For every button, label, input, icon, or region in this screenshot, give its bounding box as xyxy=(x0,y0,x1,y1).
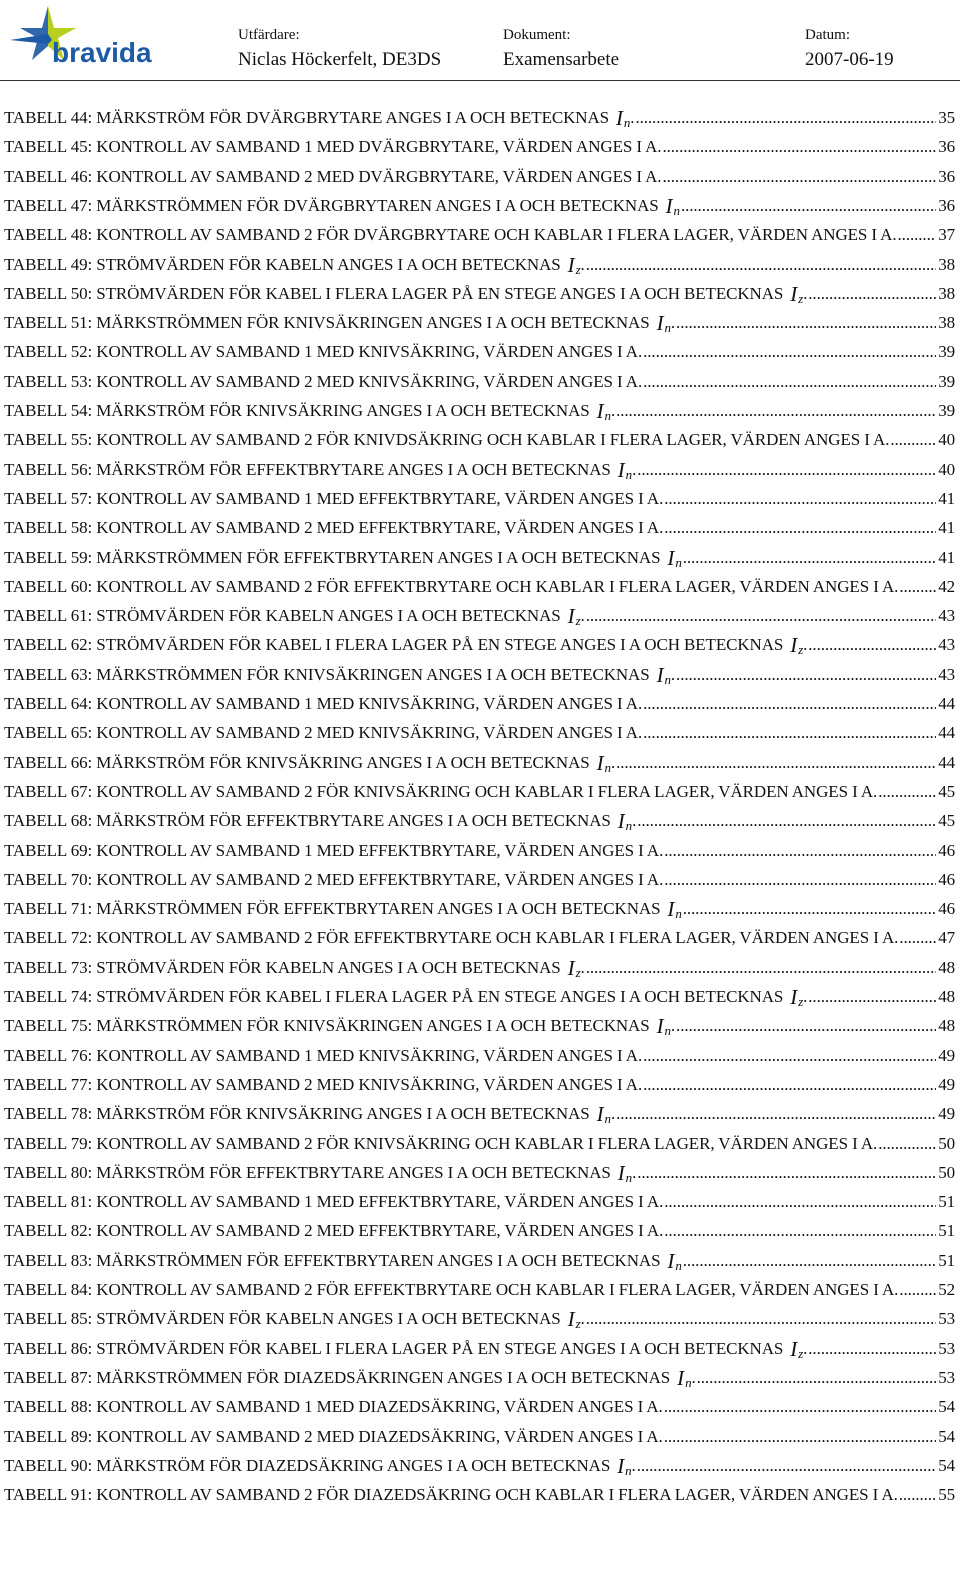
toc-dot-leader xyxy=(898,225,937,245)
toc-entry-page-number: 48 xyxy=(938,957,955,977)
page-header xyxy=(0,0,960,82)
toc-entry-suffix: . xyxy=(803,283,808,303)
toc-entry-title: TABELL 66: MÄRKSTRÖM FÖR KNIVSÄKRING ANGES I A OCH BETECKNAS xyxy=(4,752,590,772)
toc-entry[interactable] xyxy=(4,1421,955,1447)
toc-dot-leader xyxy=(643,1075,936,1095)
toc-entry-title: TABELL 62: STRÖMVÄRDEN FÖR KABEL I FLERA LAGER PÅ EN STEGE ANGES I A OCH BETECKNAS xyxy=(4,635,784,655)
toc-entry-page-number: 37 xyxy=(938,225,955,245)
toc-dot-leader xyxy=(637,460,936,480)
toc-entry-page-number: 48 xyxy=(938,987,955,1006)
toc-entry-title: TABELL 69: KONTROLL AV SAMBAND 1 MED EFFEKTBRYTARE, VÄRDEN ANGES I A. xyxy=(4,840,664,860)
toc-entry[interactable] xyxy=(4,278,955,304)
toc-dot-leader xyxy=(637,1163,936,1183)
toc-dot-leader xyxy=(899,928,936,948)
toc-entry-title: TABELL 49: STRÖMVÄRDEN FÖR KABELN ANGES I A OCH BETECKNAS xyxy=(4,254,561,274)
toc-entry[interactable] xyxy=(4,1274,955,1300)
toc-entry-page-number: 44 xyxy=(938,723,955,743)
toc-dot-leader xyxy=(899,1280,936,1300)
toc-entry-title: TABELL 51: MÄRKSTRÖMMEN FÖR KNIVSÄKRINGEN ANGES I A OCH BETECKNAS xyxy=(4,313,650,333)
toc-entry[interactable] xyxy=(4,1450,955,1476)
toc-entry-page-number: 38 xyxy=(938,313,955,333)
toc-entry[interactable] xyxy=(4,1069,955,1095)
toc-entry-symbol: I xyxy=(656,311,664,336)
toc-entry-page-number: 46 xyxy=(938,840,955,860)
date-label: Datum: xyxy=(805,27,850,43)
toc-dot-leader xyxy=(664,1192,936,1212)
toc-entry-symbol: I xyxy=(665,193,673,218)
toc-entry-page-number: 42 xyxy=(938,576,955,596)
toc-entry[interactable] xyxy=(4,424,955,450)
toc-entry[interactable] xyxy=(4,1010,955,1039)
toc-entry-page-number: 41 xyxy=(938,488,955,508)
toc-entry-symbol: I xyxy=(567,604,575,629)
toc-entry[interactable] xyxy=(4,688,955,714)
toc-entry[interactable] xyxy=(4,1128,955,1154)
toc-entry-symbol: I xyxy=(615,106,623,130)
toc-entry-title: TABELL 80: MÄRKSTRÖM FÖR EFFEKTBRYTARE ANGES I A OCH BETECKNAS xyxy=(4,1162,611,1182)
date-value: 2007-06-19 xyxy=(805,49,894,70)
toc-entry-title: TABELL 52: KONTROLL AV SAMBAND 1 MED KNIVSÄKRING, VÄRDEN ANGES I A. xyxy=(4,342,643,362)
toc-entry-page-number: 36 xyxy=(938,166,955,186)
toc-dot-leader xyxy=(616,401,936,421)
toc-dot-leader xyxy=(676,313,936,333)
toc-entry-suffix: . xyxy=(580,254,585,274)
toc-dot-leader xyxy=(899,1485,936,1505)
toc-entry-subscript: n xyxy=(685,1374,692,1390)
toc-entry-suffix: . xyxy=(580,1309,585,1329)
toc-entry-subscript: z xyxy=(575,261,581,277)
toc-entry-title: TABELL 68: MÄRKSTRÖM FÖR EFFEKTBRYTARE ANGES I A OCH BETECKNAS xyxy=(4,811,611,831)
toc-entry-page-number: 46 xyxy=(938,869,955,889)
toc-entry-subscript: n xyxy=(664,671,671,687)
toc-entry[interactable] xyxy=(4,395,955,421)
toc-dot-leader xyxy=(878,782,936,802)
toc-entry[interactable] xyxy=(4,1215,955,1241)
toc-dot-leader xyxy=(683,899,936,919)
toc-entry-subscript: n xyxy=(675,554,682,570)
toc-entry-suffix: . xyxy=(610,1104,616,1124)
toc-entry[interactable] xyxy=(4,219,955,245)
toc-entry-subscript: z xyxy=(798,642,804,658)
toc-entry-page-number: 44 xyxy=(938,694,955,713)
toc-entry-subscript: n xyxy=(625,466,633,482)
toc-entry-symbol: I xyxy=(617,1453,625,1478)
toc-entry-title: TABELL 53: KONTROLL AV SAMBAND 2 MED KNIVSÄKRING, VÄRDEN ANGES I A. xyxy=(4,371,643,391)
toc-entry[interactable] xyxy=(4,893,955,922)
toc-entry-symbol: I xyxy=(617,1160,625,1185)
header-divider xyxy=(0,80,960,81)
toc-dot-leader xyxy=(664,870,936,890)
toc-entry-subscript: n xyxy=(625,1169,633,1185)
toc-entry-title: TABELL 73: STRÖMVÄRDEN FÖR KABELN ANGES I A OCH BETECKNAS xyxy=(4,957,561,977)
toc-dot-leader xyxy=(878,1134,936,1154)
toc-dot-leader xyxy=(808,1339,936,1359)
toc-entry-page-number: 38 xyxy=(938,283,955,303)
toc-entry-suffix: . xyxy=(803,1338,808,1358)
toc-entry-symbol: I xyxy=(656,1014,664,1039)
toc-entry-symbol: I xyxy=(617,809,625,834)
toc-dot-leader xyxy=(676,1016,936,1036)
toc-dot-leader xyxy=(643,342,936,362)
toc-entry-title: TABELL 48: KONTROLL AV SAMBAND 2 FÖR DVÄRGBRYTARE OCH KABLAR I FLERA LAGER, VÄRDEN ANGES I A. xyxy=(4,225,897,245)
toc-entry-subscript: n xyxy=(604,408,611,423)
toc-entry[interactable] xyxy=(4,512,955,538)
toc-entry-title: TABELL 59: MÄRKSTRÖMMEN FÖR EFFEKTBRYTAREN ANGES I A OCH BETECKNAS xyxy=(4,547,661,567)
toc-entry-suffix: . xyxy=(580,606,585,626)
toc-dot-leader xyxy=(637,1456,937,1476)
toc-dot-leader xyxy=(676,665,936,685)
toc-entry[interactable] xyxy=(4,1186,955,1212)
logo-wordmark: bravida xyxy=(52,37,152,68)
toc-entry-symbol: I xyxy=(567,252,575,277)
toc-entry-subscript: n xyxy=(675,906,682,922)
toc-entry-suffix: . xyxy=(803,635,808,655)
toc-dot-leader xyxy=(664,1221,936,1241)
toc-entry-page-number: 51 xyxy=(938,1192,955,1212)
toc-entry[interactable] xyxy=(4,366,955,392)
toc-entry-title: TABELL 87: MÄRKSTRÖMMEN FÖR DIAZEDSÄKRINGEN ANGES I A OCH BETECKNAS xyxy=(4,1367,671,1387)
toc-entry-subscript: n xyxy=(604,1111,611,1127)
toc-entry-title: TABELL 44: MÄRKSTRÖM FÖR DVÄRGBRYTARE ANGES I A OCH BETECKNAS xyxy=(4,108,609,127)
toc-entry-page-number: 35 xyxy=(938,108,955,127)
toc-entry-title: TABELL 70: KONTROLL AV SAMBAND 2 MED EFFEKTBRYTARE, VÄRDEN ANGES I A. xyxy=(4,869,664,889)
toc-entry[interactable] xyxy=(4,1157,955,1183)
toc-entry-suffix: . xyxy=(632,459,637,479)
toc-entry[interactable] xyxy=(4,835,955,861)
toc-entry-page-number: 51 xyxy=(938,1250,955,1270)
toc-entry[interactable] xyxy=(4,659,955,685)
toc-dot-leader xyxy=(890,430,936,450)
document-value: Examensarbete xyxy=(503,49,620,70)
toc-entry[interactable] xyxy=(4,102,955,128)
toc-entry-title: TABELL 63: MÄRKSTRÖMMEN FÖR KNIVSÄKRINGEN ANGES I A OCH BETECKNAS xyxy=(4,664,650,684)
toc-dot-leader xyxy=(808,284,936,304)
toc-dot-leader xyxy=(664,841,936,861)
toc-entry-title: TABELL 91: KONTROLL AV SAMBAND 2 FÖR DIAZEDSÄKRING OCH KABLAR I FLERA LAGER, VÄRDEN ANGES I A. xyxy=(4,1485,898,1505)
toc-entry-title: TABELL 90: MÄRKSTRÖM FÖR DIAZEDSÄKRING ANGES I A OCH BETECKNAS xyxy=(4,1455,611,1475)
toc-entry[interactable] xyxy=(4,1479,955,1505)
toc-dot-leader xyxy=(586,1309,937,1329)
toc-entry-suffix: . xyxy=(610,401,616,420)
toc-entry-page-number: 41 xyxy=(938,547,955,567)
toc-entry-page-number: 39 xyxy=(938,342,955,362)
toc-entry-title: TABELL 88: KONTROLL AV SAMBAND 1 MED DIAZEDSÄKRING, VÄRDEN ANGES I A. xyxy=(4,1397,663,1417)
toc-entry-title: TABELL 74: STRÖMVÄRDEN FÖR KABEL I FLERA LAGER PÅ EN STEGE ANGES I A OCH BETECKNAS xyxy=(4,987,784,1006)
toc-entry-subscript: z xyxy=(798,994,804,1009)
toc-dot-leader xyxy=(616,1104,936,1124)
toc-dot-leader xyxy=(616,753,936,773)
toc-entry[interactable] xyxy=(4,981,955,1007)
toc-entry-symbol: I xyxy=(667,1248,675,1273)
toc-entry-page-number: 45 xyxy=(938,811,955,831)
toc-entry-page-number: 36 xyxy=(938,137,955,157)
toc-entry-title: TABELL 79: KONTROLL AV SAMBAND 2 FÖR KNIVSÄKRING OCH KABLAR I FLERA LAGER, VÄRDEN ANGES I A. xyxy=(4,1133,878,1153)
toc-entry[interactable] xyxy=(4,864,955,890)
toc-entry[interactable] xyxy=(4,161,955,187)
toc-entry-page-number: 54 xyxy=(938,1455,955,1475)
toc-entry-title: TABELL 85: STRÖMVÄRDEN FÖR KABELN ANGES I A OCH BETECKNAS xyxy=(4,1309,561,1329)
toc-entry-symbol: I xyxy=(596,750,604,775)
toc-entry-page-number: 49 xyxy=(938,1104,955,1124)
toc-entry-suffix: . xyxy=(580,957,585,977)
toc-entry-title: TABELL 75: MÄRKSTRÖMMEN FÖR KNIVSÄKRINGEN ANGES I A OCH BETECKNAS xyxy=(4,1016,650,1036)
toc-entry-page-number: 53 xyxy=(938,1309,955,1329)
toc-dot-leader xyxy=(643,372,936,392)
toc-entry-subscript: n xyxy=(623,115,631,130)
toc-entry-symbol: I xyxy=(596,1102,604,1127)
toc-entry-title: TABELL 78: MÄRKSTRÖM FÖR KNIVSÄKRING ANGES I A OCH BETECKNAS xyxy=(4,1104,590,1124)
toc-entry-title: TABELL 82: KONTROLL AV SAMBAND 2 MED EFFEKTBRYTARE, VÄRDEN ANGES I A. xyxy=(4,1221,664,1241)
toc-entry-page-number: 53 xyxy=(938,1338,955,1358)
toc-entry-symbol: I xyxy=(790,281,798,306)
toc-entry-page-number: 43 xyxy=(938,606,955,626)
toc-entry-title: TABELL 45: KONTROLL AV SAMBAND 1 MED DVÄRGBRYTARE, VÄRDEN ANGES I A. xyxy=(4,137,662,157)
toc-entry-page-number: 39 xyxy=(938,401,955,420)
toc-entry[interactable] xyxy=(4,805,955,834)
toc-dot-leader xyxy=(662,137,936,157)
toc-dot-leader xyxy=(637,811,936,831)
toc-entry-symbol: I xyxy=(656,662,664,687)
toc-entry-symbol: I xyxy=(667,545,675,570)
toc-entry-title: TABELL 67: KONTROLL AV SAMBAND 2 FÖR KNIVSÄKRING OCH KABLAR I FLERA LAGER, VÄRDEN ANGES I A. xyxy=(4,781,878,801)
toc-entry-page-number: 43 xyxy=(938,635,955,655)
toc-entry-title: TABELL 60: KONTROLL AV SAMBAND 2 FÖR EFFEKTBRYTARE OCH KABLAR I FLERA LAGER, VÄRDEN ANGES I A. xyxy=(4,576,899,596)
toc-entry[interactable] xyxy=(4,249,955,275)
toc-entry-subscript: z xyxy=(575,964,581,980)
toc-entry-page-number: 44 xyxy=(938,752,955,772)
toc-entry[interactable] xyxy=(4,1391,955,1417)
toc-entry-title: TABELL 89: KONTROLL AV SAMBAND 2 MED DIAZEDSÄKRING, VÄRDEN ANGES I A. xyxy=(4,1426,663,1446)
toc-entry-title: TABELL 65: KONTROLL AV SAMBAND 2 MED KNIVSÄKRING, VÄRDEN ANGES I A. xyxy=(4,723,643,743)
toc-entry-page-number: 40 xyxy=(938,459,955,479)
toc-dot-leader xyxy=(697,1368,937,1388)
toc-entry-page-number: 48 xyxy=(938,1016,955,1036)
issuer-label: Utfärdare: xyxy=(238,27,300,43)
toc-entry-suffix: . xyxy=(670,664,676,684)
toc-entry-page-number: 49 xyxy=(938,1074,955,1094)
toc-entry-title: TABELL 84: KONTROLL AV SAMBAND 2 FÖR EFFEKTBRYTARE OCH KABLAR I FLERA LAGER, VÄRDEN ANGES I A. xyxy=(4,1280,899,1299)
toc-dot-leader xyxy=(643,694,936,714)
toc-entry-title: TABELL 55: KONTROLL AV SAMBAND 2 FÖR KNIVDSÄKRING OCH KABLAR I FLERA LAGER, VÄRDEN ANGES I A. xyxy=(4,430,890,450)
bravida-logo-mark-icon xyxy=(8,4,158,70)
toc-entry-page-number: 45 xyxy=(938,781,955,801)
toc-entry-page-number: 51 xyxy=(938,1221,955,1241)
toc-entry-title: TABELL 57: KONTROLL AV SAMBAND 1 MED EFFEKTBRYTARE, VÄRDEN ANGES I A. xyxy=(4,488,664,508)
toc-entry[interactable] xyxy=(4,776,955,802)
toc-entry-title: TABELL 83: MÄRKSTRÖMMEN FÖR EFFEKTBRYTAREN ANGES I A OCH BETECKNAS xyxy=(4,1250,661,1270)
toc-entry-suffix: . xyxy=(691,1367,696,1387)
toc-entry-title: TABELL 50: STRÖMVÄRDEN FÖR KABEL I FLERA LAGER PÅ EN STEGE ANGES I A OCH BETECKNAS xyxy=(4,283,784,303)
toc-entry-page-number: 54 xyxy=(938,1426,955,1446)
toc-entry[interactable] xyxy=(4,1245,955,1271)
toc-entry-subscript: z xyxy=(575,1316,581,1332)
toc-dot-leader xyxy=(664,1397,936,1417)
toc-entry-symbol: I xyxy=(667,897,675,922)
toc-entry-subscript: n xyxy=(673,202,680,218)
toc-dot-leader xyxy=(586,606,937,626)
toc-entry-page-number: 50 xyxy=(938,1162,955,1182)
toc-entry-title: TABELL 56: MÄRKSTRÖM FÖR EFFEKTBRYTARE ANGES I A OCH BETECKNAS xyxy=(4,459,611,479)
toc-entry-suffix: . xyxy=(632,1162,637,1182)
toc-entry-subscript: n xyxy=(625,818,633,834)
issuer-value: Niclas Höckerfelt, DE3DS xyxy=(238,49,442,70)
toc-entry[interactable] xyxy=(4,922,955,948)
toc-entry-symbol: I xyxy=(677,1365,685,1390)
toc-entry-symbol: I xyxy=(790,985,798,1009)
date-block xyxy=(805,26,894,72)
toc-entry-title: TABELL 81: KONTROLL AV SAMBAND 1 MED EFFEKTBRYTARE, VÄRDEN ANGES I A. xyxy=(4,1192,664,1212)
toc-dot-leader xyxy=(664,518,936,538)
toc-entry-page-number: 54 xyxy=(938,1397,955,1417)
toc-entry-title: TABELL 72: KONTROLL AV SAMBAND 2 FÖR EFFEKTBRYTARE OCH KABLAR I FLERA LAGER, VÄRDEN ANGES I A. xyxy=(4,928,899,948)
toc-entry-page-number: 49 xyxy=(938,1045,955,1065)
toc-dot-leader xyxy=(899,577,936,597)
toc-dot-leader xyxy=(664,1427,936,1447)
toc-entry-page-number: 40 xyxy=(938,430,955,450)
toc-entry-title: TABELL 77: KONTROLL AV SAMBAND 2 MED KNIVSÄKRING, VÄRDEN ANGES I A. xyxy=(4,1074,643,1094)
toc-entry-page-number: 46 xyxy=(938,899,955,919)
toc-dot-leader xyxy=(643,723,936,743)
toc-entry[interactable] xyxy=(4,571,955,597)
toc-entry-subscript: z xyxy=(575,613,581,629)
toc-entry-symbol: I xyxy=(567,1307,575,1332)
toc-dot-leader xyxy=(586,958,937,978)
toc-dot-leader xyxy=(808,987,936,1007)
toc-entry[interactable] xyxy=(4,336,955,362)
toc-entry-title: TABELL 71: MÄRKSTRÖMMEN FÖR EFFEKTBRYTAREN ANGES I A OCH BETECKNAS xyxy=(4,899,661,919)
toc-entry[interactable] xyxy=(4,747,955,773)
toc-entry-suffix: . xyxy=(630,108,635,127)
toc-entry-subscript: n xyxy=(664,1023,671,1039)
toc-entry[interactable] xyxy=(4,307,955,336)
toc-entry[interactable] xyxy=(4,1303,955,1332)
toc-entry-symbol: I xyxy=(567,955,575,980)
toc-entry[interactable] xyxy=(4,1362,955,1388)
toc-entry[interactable] xyxy=(4,952,955,978)
toc-entry-symbol: I xyxy=(617,457,625,482)
toc-dot-leader xyxy=(683,548,936,568)
toc-dot-leader xyxy=(586,255,937,275)
toc-entry[interactable] xyxy=(4,454,955,480)
toc-entry-page-number: 52 xyxy=(938,1280,955,1299)
toc-entry-suffix: . xyxy=(632,811,637,831)
toc-entry-page-number: 39 xyxy=(938,371,955,391)
toc-entry-title: TABELL 47: MÄRKSTRÖMMEN FÖR DVÄRGBRYTAREN ANGES I A OCH BETECKNAS xyxy=(4,195,659,215)
toc-entry-title: TABELL 54: MÄRKSTRÖM FÖR KNIVSÄKRING ANGES I A OCH BETECKNAS xyxy=(4,401,590,420)
toc-entry[interactable] xyxy=(4,542,955,568)
toc-entry-page-number: 55 xyxy=(938,1485,955,1505)
toc-entry-subscript: n xyxy=(664,320,671,336)
toc-entry-page-number: 47 xyxy=(938,928,955,948)
toc-entry[interactable] xyxy=(4,190,955,216)
toc-entry-symbol: I xyxy=(596,399,604,423)
toc-entry-symbol: I xyxy=(790,1336,798,1361)
document-label: Dokument: xyxy=(503,27,571,43)
toc-entry-title: TABELL 76: KONTROLL AV SAMBAND 1 MED KNIVSÄKRING, VÄRDEN ANGES I A. xyxy=(4,1045,643,1065)
toc-entry-symbol: I xyxy=(790,633,798,658)
toc-entry-page-number: 38 xyxy=(938,254,955,274)
toc-dot-leader xyxy=(683,1251,936,1271)
document-block xyxy=(503,26,619,72)
toc-dot-leader xyxy=(662,167,936,187)
toc-dot-leader xyxy=(808,635,936,655)
toc-entry-suffix: . xyxy=(670,1016,676,1036)
toc-entry[interactable] xyxy=(4,1333,955,1359)
toc-entry-page-number: 41 xyxy=(938,518,955,538)
toc-entry[interactable] xyxy=(4,131,955,157)
toc-entry-subscript: n xyxy=(625,1462,632,1478)
toc-entry-suffix: . xyxy=(631,1455,636,1475)
toc-dot-leader xyxy=(664,489,936,509)
toc-entry-subscript: z xyxy=(798,1345,804,1361)
toc-entry[interactable] xyxy=(4,629,955,658)
toc-entry-title: TABELL 86: STRÖMVÄRDEN FÖR KABEL I FLERA LAGER PÅ EN STEGE ANGES I A OCH BETECKNAS xyxy=(4,1338,784,1358)
toc-entry-suffix: . xyxy=(803,987,808,1006)
issuer-block xyxy=(238,26,441,72)
toc-entry-title: TABELL 64: KONTROLL AV SAMBAND 1 MED KNIVSÄKRING, VÄRDEN ANGES I A. xyxy=(4,694,643,713)
toc-entry-page-number: 50 xyxy=(938,1133,955,1153)
toc-entry-suffix: . xyxy=(670,313,676,333)
toc-entry[interactable] xyxy=(4,1098,955,1127)
toc-entry-page-number: 53 xyxy=(938,1367,955,1387)
bravida-logo xyxy=(8,4,158,70)
toc-entry-page-number: 36 xyxy=(938,195,955,215)
toc-entry[interactable] xyxy=(4,1040,955,1066)
toc-entry-page-number: 43 xyxy=(938,664,955,684)
toc-dot-leader xyxy=(643,1046,936,1066)
toc-entry-title: TABELL 58: KONTROLL AV SAMBAND 2 MED EFFEKTBRYTARE, VÄRDEN ANGES I A. xyxy=(4,518,664,538)
toc-entry-title: TABELL 46: KONTROLL AV SAMBAND 2 MED DVÄRGBRYTARE, VÄRDEN ANGES I A. xyxy=(4,166,662,186)
toc-entry[interactable] xyxy=(4,717,955,743)
toc-entry-suffix: . xyxy=(610,752,616,772)
toc-entry-title: TABELL 61: STRÖMVÄRDEN FÖR KABELN ANGES I A OCH BETECKNAS xyxy=(4,606,561,626)
toc-entry-subscript: n xyxy=(604,759,611,775)
toc-dot-leader xyxy=(635,108,936,128)
toc-entry[interactable] xyxy=(4,600,955,629)
toc-dot-leader xyxy=(681,196,936,216)
toc-entry[interactable] xyxy=(4,483,955,509)
toc-entry-subscript: z xyxy=(798,290,804,306)
toc-entry-subscript: n xyxy=(675,1257,682,1273)
